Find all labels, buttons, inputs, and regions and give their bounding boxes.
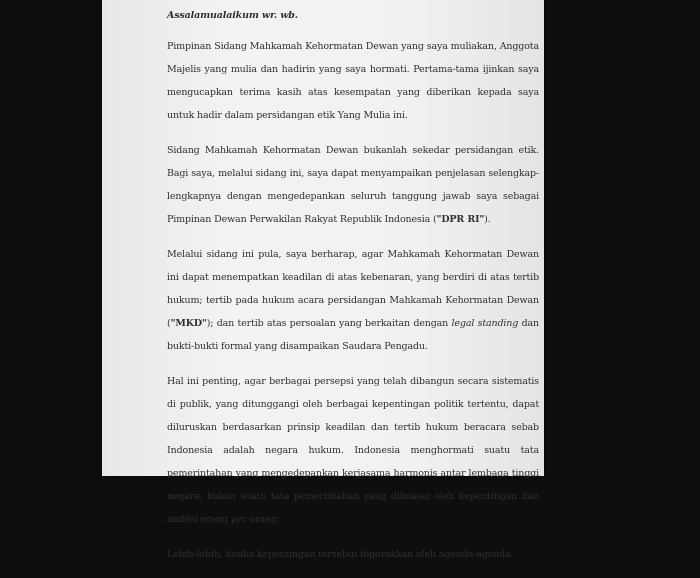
paragraph-2-text: Sidang Mahkamah Kehormatan Dewan bukanlah sekedar persidangan etik. Bagi saya, melalui sidang ini, saya dapat menyampaikan penjelasan selengkap-lengkapnya dengan mengedepankan seluruh tanggung jawab saya sebagai Pimpinan Dewan Perwakilan Rakyat Republik Indonesia ( (167, 145, 539, 225)
paragraph-3-text-c: dan bukti-bukti formal yang disampaikan Saudara Pengadu. (167, 318, 539, 352)
paragraph-5: Lebih-lebih, ketika kepentingan tersebut digerakkan oleh agenda-agenda (167, 549, 511, 560)
dpr-ri-abbreviation: "DPR RI" (436, 214, 485, 225)
paragraph-2 (167, 139, 539, 231)
paragraph-3-text-b: ); dan tertib atas persoalan yang berkaitan dengan (206, 318, 452, 329)
mkd-abbreviation: "MKD" (170, 318, 207, 329)
paragraph-1: Pimpinan Sidang Mahkamah Kehormatan Dewan yang saya muliakan, Anggota Majelis yang mulia dan hadirin yang saya hormati. Pertama-tama ijinkan saya mengucapkan terima kasih atas kesempatan yang diberikan kepada saya untuk hadir dalam persidangan etik Yang Mulia ini. (167, 41, 539, 121)
paragraph-3 (167, 243, 539, 358)
legal-standing-term: legal standing (451, 318, 519, 329)
paragraph-3-text-a: Melalui sidang ini pula, saya berharap, agar Mahkamah Kehormatan Dewan ini dapat menempatkan keadilan di atas kebenaran, yang berdiri di atas tertib hukum; tertib pada hukum acara persidangan Mahkamah Kehormatan Dewan ( (167, 249, 539, 329)
greeting: Assalamualaikum wr. wb. (167, 10, 298, 21)
paper-sheet (102, 0, 544, 560)
paragraph-2-end: ). (484, 214, 491, 225)
document-body (167, 4, 539, 578)
paragraph-4: Hal ini penting, agar berbagai persepsi yang telah dibangun secara sistematis di publik, yang ditunggangi oleh berbagai kepentingan politik tertentu, dapat diluruskan berdasarkan prinsip keadilan dan tertib hukum beracara sebab Indonesia adalah negara hukum. Indonesia menghormati suatu tata pemerintahan yang mengedepankan kerjasama harmonis antar lembaga tinggi negara, bukan suatu tata pemerintahan yang dikuasai oleh kepentingan dan ambisi orang per orang. (167, 376, 539, 525)
